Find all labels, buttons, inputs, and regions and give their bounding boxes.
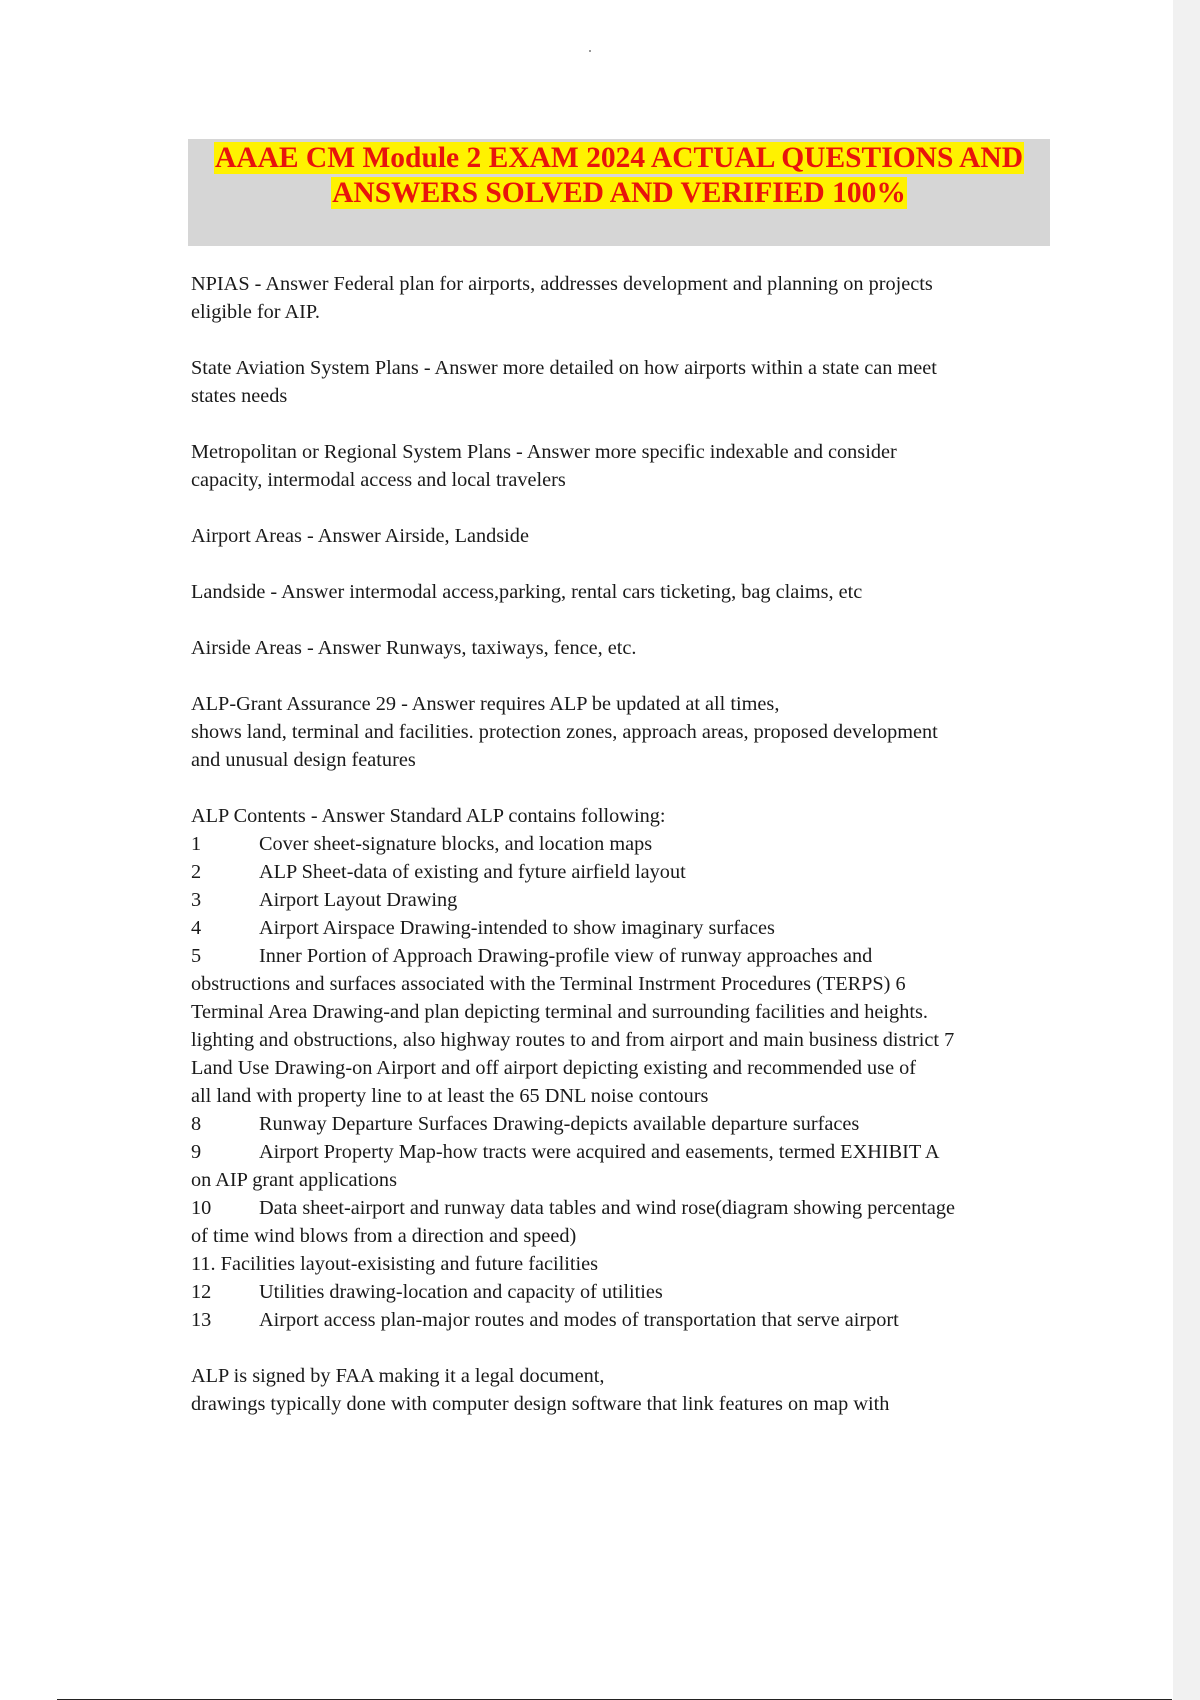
list-item: 8 Runway Departure Surfaces Drawing-depicts available departure surfaces (191, 1113, 860, 1135)
text-line: Airport Areas - Answer Airside, Landside (191, 525, 529, 547)
qa-entry-alp-contents (191, 802, 1051, 1334)
qa-entry-grant-assurance (191, 690, 1051, 774)
qa-entry-regional-plans (191, 438, 1051, 494)
list-item: 5 Inner Portion of Approach Drawing-profile view of runway approaches and (191, 945, 873, 967)
text-line: and unusual design features (191, 749, 416, 771)
text-line: NPIAS - Answer Federal plan for airports, addresses development and planning on projects (191, 273, 933, 295)
list-item-continuation: of time wind blows from a direction and speed) (191, 1225, 577, 1247)
list-item: 4 Airport Airspace Drawing-intended to show imaginary surfaces (191, 917, 775, 939)
list-item: 9 Airport Property Map-how tracts were acquired and easements, termed EXHIBIT A (191, 1141, 940, 1163)
text-line: Metropolitan or Regional System Plans - Answer more specific indexable and consider (191, 441, 897, 463)
qa-entry-airport-areas (191, 522, 1051, 550)
list-item: 3 Airport Layout Drawing (191, 889, 458, 911)
title-banner (188, 139, 1050, 246)
header-mark (589, 50, 591, 52)
document-body (191, 270, 1051, 1446)
list-item: 12 Utilities drawing-location and capacity of utilities (191, 1281, 663, 1303)
list-item-continuation: lighting and obstructions, also highway routes to and from airport and main business district 7 (191, 1029, 955, 1051)
list-item: 13 Airport access plan-major routes and modes of transportation that serve airport (191, 1309, 899, 1331)
list-item-continuation: all land with property line to at least the 65 DNL noise contours (191, 1085, 709, 1107)
title-line-2: ANSWERS SOLVED AND VERIFIED 100% (332, 177, 906, 209)
list-item-continuation: on AIP grant applications (191, 1169, 397, 1191)
qa-entry-landside (191, 578, 1051, 606)
qa-entry-npias (191, 270, 1051, 326)
list-item-continuation: 11. Facilities layout-exisisting and future facilities (191, 1253, 599, 1275)
qa-entry-state-plans (191, 354, 1051, 410)
text-line: Airside Areas - Answer Runways, taxiways, fence, etc. (191, 637, 637, 659)
text-line: shows land, terminal and facilities. protection zones, approach areas, proposed development (191, 721, 938, 743)
title-line-1: AAAE CM Module 2 EXAM 2024 ACTUAL QUESTIONS AND (214, 142, 1024, 174)
closing-paragraph (191, 1362, 1051, 1418)
text-line: ALP-Grant Assurance 29 - Answer requires ALP be updated at all times, (191, 693, 780, 715)
text-line: eligible for AIP. (191, 301, 320, 323)
list-item-continuation: Terminal Area Drawing-and plan depicting terminal and surrounding facilities and heights. (191, 1001, 928, 1023)
list-item-continuation: Land Use Drawing-on Airport and off airport depicting existing and recommended use of (191, 1057, 917, 1079)
list-item: 10 Data sheet-airport and runway data tables and wind rose(diagram showing percentage (191, 1197, 956, 1219)
text-line: states needs (191, 385, 288, 407)
qa-entry-airside (191, 634, 1051, 662)
text-line: State Aviation System Plans - Answer more detailed on how airports within a state can meet (191, 357, 937, 379)
list-item: 2 ALP Sheet-data of existing and fyture airfield layout (191, 861, 686, 883)
alp-contents-list (191, 830, 1051, 1334)
text-line: ALP is signed by FAA making it a legal document, (191, 1365, 605, 1387)
viewer-margin (1173, 0, 1200, 1700)
list-item-continuation: obstructions and surfaces associated with the Terminal Instrment Procedures (TERPS) 6 (191, 973, 906, 995)
alp-contents-heading: ALP Contents - Answer Standard ALP contains following: (191, 805, 666, 827)
text-line: capacity, intermodal access and local travelers (191, 469, 566, 491)
text-line: drawings typically done with computer design software that link features on map with (191, 1393, 890, 1415)
list-item: 1 Cover sheet-signature blocks, and location maps (191, 833, 653, 855)
text-line: Landside - Answer intermodal access,parking, rental cars ticketing, bag claims, etc (191, 581, 863, 603)
